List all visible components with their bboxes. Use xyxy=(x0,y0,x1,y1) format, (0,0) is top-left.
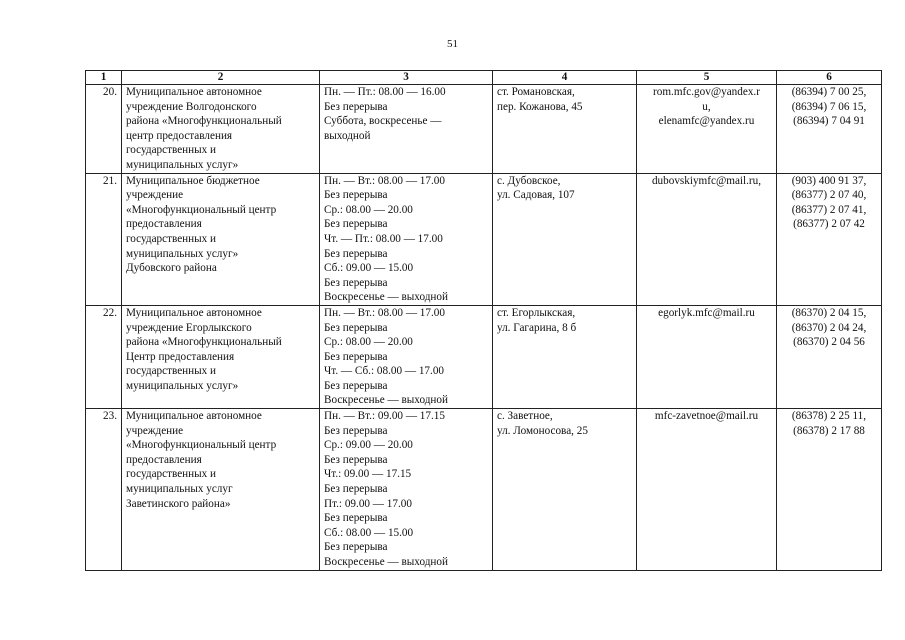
row-number-cell: 22. xyxy=(86,305,122,408)
organization-name-line: муниципальных услуг» xyxy=(126,158,239,171)
schedule-line: Пт.: 09.00 — 17.00 xyxy=(324,497,412,510)
schedule-cell xyxy=(320,305,493,408)
schedule-line: Без перерыва xyxy=(324,453,388,466)
phone-line: (86370) 2 04 56 xyxy=(793,336,865,349)
address-line: с. Дубовское, xyxy=(497,174,561,187)
schedule-line: Сб.: 09.00 — 15.00 xyxy=(324,262,414,275)
header-cell: 5 xyxy=(637,71,777,85)
phone-line: (86370) 2 04 15, xyxy=(791,306,867,319)
schedule-line: Чт. — Пт.: 08.00 — 17.00 xyxy=(324,232,443,245)
phone-cell xyxy=(777,173,882,305)
header-cell: 1 xyxy=(86,71,122,85)
schedule-line: Чт.: 09.00 — 17.15 xyxy=(324,468,412,481)
schedule-line: Пн. — Вт.: 09.00 — 17.15 xyxy=(324,410,445,423)
email-line[interactable]: dubovskiymfc@mail.ru, xyxy=(651,174,762,187)
header-cell: 2 xyxy=(122,71,320,85)
row-number-cell: 20. xyxy=(86,85,122,174)
header-cell: 4 xyxy=(493,71,637,85)
email-line[interactable]: egorlyk.mfc@mail.ru xyxy=(658,306,755,319)
email-line[interactable]: u, xyxy=(702,100,711,113)
header-row xyxy=(86,71,882,85)
schedule-line: Пн. — Вт.: 08.00 — 17.00 xyxy=(324,174,445,187)
phone-line: (86377) 2 07 40, xyxy=(791,189,867,202)
email-line[interactable]: elenamfc@yandex.ru xyxy=(658,115,755,128)
organization-name-line: учреждение Егорлыкского xyxy=(126,321,252,334)
phone-cell xyxy=(777,409,882,571)
schedule-cell xyxy=(320,409,493,571)
schedule-line: Воскресенье — выходной xyxy=(324,291,448,304)
phone-line: (86394) 7 06 15, xyxy=(791,100,867,113)
email-cell xyxy=(637,305,777,408)
schedule-line: Без перерыва xyxy=(324,276,388,289)
organization-name-cell xyxy=(122,409,320,571)
header-cell: 3 xyxy=(320,71,493,85)
schedule-line: Без перерыва xyxy=(324,247,388,260)
schedule-line: Без перерыва xyxy=(324,512,388,525)
organization-name-cell xyxy=(122,305,320,408)
schedule-line: Пн. — Вт.: 08.00 — 17.00 xyxy=(324,306,445,319)
schedule-cell xyxy=(320,85,493,174)
phone-line: (86378) 2 25 11, xyxy=(791,410,867,423)
organization-name-line: центр предоставления xyxy=(126,129,233,142)
schedule-cell xyxy=(320,173,493,305)
address-cell xyxy=(493,409,637,571)
header-cell: 6 xyxy=(777,71,882,85)
schedule-line: Воскресенье — выходной xyxy=(324,556,448,568)
organization-name-line: муниципальных услуг xyxy=(126,483,233,496)
schedule-line: Сб.: 08.00 — 15.00 xyxy=(324,526,414,539)
address-line: ст. Романовская, xyxy=(497,86,575,98)
address-line: пер. Кожанова, 45 xyxy=(497,100,583,113)
table-row xyxy=(86,305,882,408)
organization-name-line: учреждение xyxy=(126,189,184,202)
organization-name-line: Муниципальное автономное xyxy=(126,306,262,319)
schedule-line: Без перерыва xyxy=(324,379,388,392)
schedule-line: выходной xyxy=(324,129,371,142)
organization-name-line: предоставления xyxy=(126,218,202,231)
schedule-line: Ср.: 08.00 — 20.00 xyxy=(324,203,413,216)
organization-name-line: учреждение xyxy=(126,424,184,437)
organization-name-line: «Многофункциональный центр xyxy=(126,439,277,452)
organization-name-line: Муниципальное автономное xyxy=(126,410,262,423)
schedule-line: Без перерыва xyxy=(324,483,388,496)
address-line: ул. Ломоносова, 25 xyxy=(497,424,588,437)
email-line[interactable]: mfc-zavetnoe@mail.ru xyxy=(654,410,759,423)
row-number-cell: 23. xyxy=(86,409,122,571)
schedule-line: Ср.: 09.00 — 20.00 xyxy=(324,439,413,452)
schedule-line: Ср.: 08.00 — 20.00 xyxy=(324,336,413,349)
organization-name-cell xyxy=(122,173,320,305)
organization-name-line: государственных и xyxy=(126,365,217,378)
organization-name-line: «Многофункциональный центр xyxy=(126,203,277,216)
table-row xyxy=(86,173,882,305)
schedule-line: Чт. — Сб.: 08.00 — 17.00 xyxy=(324,365,445,378)
organization-name-line: района «Многофункциональный xyxy=(126,115,282,128)
schedule-line: Воскресенье — выходной xyxy=(324,394,448,407)
email-line[interactable]: rom.mfc.gov@yandex.r xyxy=(653,86,760,98)
phone-line: (86394) 7 04 91 xyxy=(793,115,865,128)
organization-name-line: Центр предоставления xyxy=(126,350,235,363)
organization-name-line: района «Многофункциональный xyxy=(126,336,282,349)
organization-name-line: Муниципальное бюджетное xyxy=(126,174,260,187)
organization-name-line: предоставления xyxy=(126,453,202,466)
schedule-line: Без перерыва xyxy=(324,100,388,113)
row-number-cell: 21. xyxy=(86,173,122,305)
phone-line: (86370) 2 04 24, xyxy=(791,321,867,334)
email-cell xyxy=(637,409,777,571)
page-number: 51 xyxy=(447,38,458,50)
organization-name-line: Заветинского района» xyxy=(126,497,231,510)
table-row xyxy=(86,409,882,571)
schedule-line: Без перерыва xyxy=(324,189,388,202)
organization-name-line: Дубовского района xyxy=(126,262,217,275)
email-cell xyxy=(637,173,777,305)
phone-line: (86378) 2 17 88 xyxy=(793,424,865,437)
address-line: ст. Егорлыкская, xyxy=(497,306,576,319)
schedule-line: Без перерыва xyxy=(324,218,388,231)
schedule-line: Без перерыва xyxy=(324,541,388,554)
mfc-table xyxy=(85,70,882,571)
phone-line: (903) 400 91 37, xyxy=(791,174,867,187)
phone-line: (86377) 2 07 41, xyxy=(791,203,867,216)
email-cell xyxy=(637,85,777,174)
organization-name-line: учреждение Волгодонского xyxy=(126,100,257,113)
schedule-line: Без перерыва xyxy=(324,350,388,363)
organization-name-line: государственных и xyxy=(126,144,217,157)
organization-name-line: Муниципальное автономное xyxy=(126,86,262,98)
schedule-line: Пн. — Пт.: 08.00 — 16.00 xyxy=(324,86,446,98)
schedule-line: Без перерыва xyxy=(324,321,388,334)
schedule-line: Суббота, воскресенье — xyxy=(324,115,442,128)
organization-name-line: государственных и xyxy=(126,232,217,245)
phone-cell xyxy=(777,85,882,174)
phone-cell xyxy=(777,305,882,408)
address-line: ул. Садовая, 107 xyxy=(497,189,575,202)
address-cell xyxy=(493,305,637,408)
organization-name-cell xyxy=(122,85,320,174)
phone-line: (86394) 7 00 25, xyxy=(791,86,867,98)
phone-line: (86377) 2 07 42 xyxy=(793,218,865,231)
address-line: ул. Гагарина, 8 б xyxy=(497,321,577,334)
table-row xyxy=(86,85,882,174)
address-line: с. Заветное, xyxy=(497,410,553,423)
organization-name-line: муниципальных услуг» xyxy=(126,379,239,392)
address-cell xyxy=(493,173,637,305)
organization-name-line: муниципальных услуг» xyxy=(126,247,239,260)
organization-name-line: государственных и xyxy=(126,468,217,481)
schedule-line: Без перерыва xyxy=(324,424,388,437)
address-cell xyxy=(493,85,637,174)
